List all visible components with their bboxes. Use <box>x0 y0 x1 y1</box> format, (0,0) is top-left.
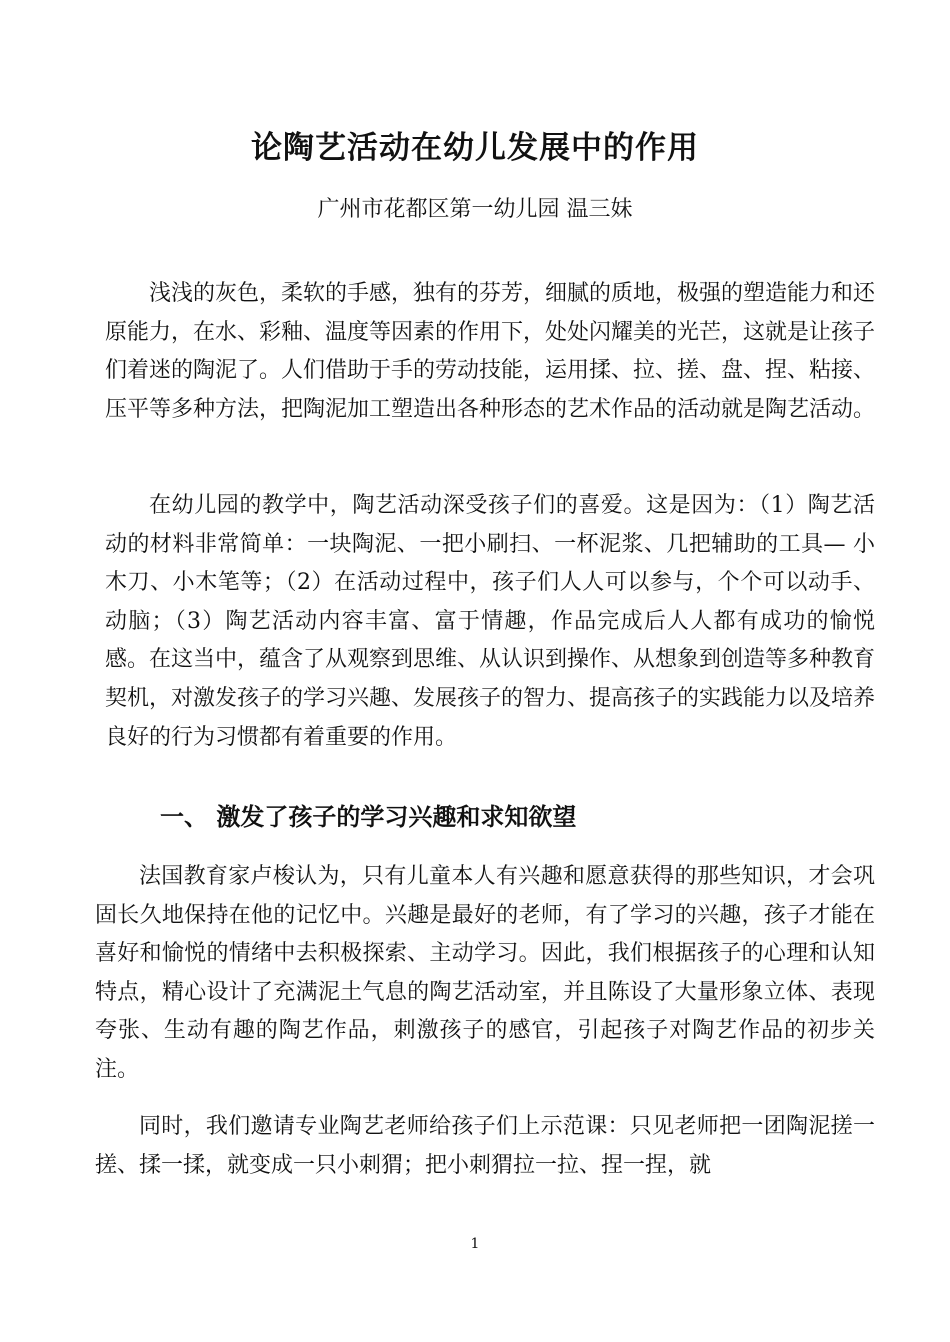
paragraph: 在幼儿园的教学中，陶艺活动深受孩子们的喜爱。这是因为：（1）陶艺活动的材料非常简单：一块陶泥、一把小刷扫、一杯泥浆、几把辅助的工具— 小木刀、小木笔等；（2）在活动过程中，孩子们人人可以参与，个个可以动手、动脑；（3）陶艺活动内容丰富、富于情趣，作品完成后人人都有成功的愉悦感。在这当中，蕴含了从观察到思维、从认识到操作、从想象到创造等多种教育契机，对激发孩子的学习兴趣、发展孩子的智力、提高孩子的实践能力以及培养良好的行为习惯都有着重要的作用。 <box>105 493 876 750</box>
paragraph: 法国教育家卢梭认为，只有儿童本人有兴趣和愿意获得的那些知识，才会巩固长久地保持在他的记忆中。兴趣是最好的老师，有了学习的兴趣，孩子才能在喜好和愉悦的情绪中去积极探索、主动学习。因此，我们根据孩子的心理和认知特点，精心设计了充满泥土气息的陶艺活动室，并且陈设了大量形象立体、表现夸张、生动有趣的陶艺作品，刺激孩子的感官，引起孩子对陶艺作品的初步关注。 <box>95 864 875 1082</box>
section-paragraph-2-block <box>95 1108 875 1185</box>
document-title: 论陶艺活动在幼儿发展中的作用 <box>251 130 699 166</box>
section-heading: 一、 激发了孩子的学习兴趣和求知欲望 <box>160 802 577 831</box>
paragraph: 同时，我们邀请专业陶艺老师给孩子们上示范课：只见老师把一团陶泥搓一搓、揉一揉，就变成一只小刺猬；把小刺猬拉一拉、捏一捏，就 <box>95 1114 875 1178</box>
page-number: 1 <box>470 1236 480 1252</box>
paragraph-1-block <box>105 275 875 429</box>
paragraph: 浅浅的灰色，柔软的手感，独有的芬芳，细腻的质地，极强的塑造能力和还原能力，在水、彩釉、温度等因素的作用下，处处闪耀美的光芒，这就是让孩子们着迷的陶泥了。人们借助于手的劳动技能，运用揉、拉、搓、盘、捏、粘接、压平等多种方法，把陶泥加工塑造出各种形态的艺术作品的活动就是陶艺活动。 <box>105 281 876 422</box>
section-paragraph-1-block <box>95 858 875 1090</box>
paragraph-2-block <box>105 487 875 757</box>
author-line: 广州市花都区第一幼儿园 温三妹 <box>317 197 633 222</box>
